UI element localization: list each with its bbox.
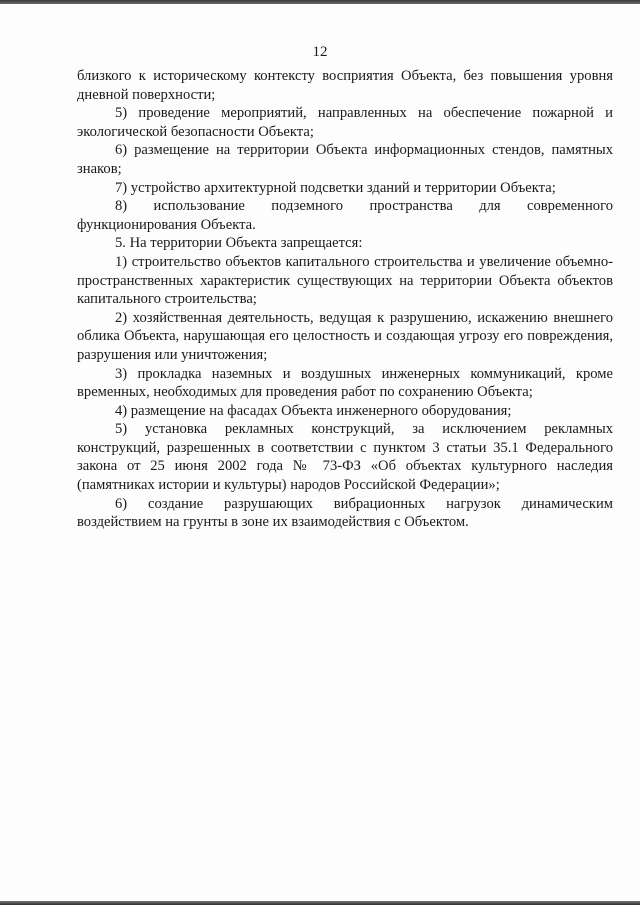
paragraph-prohibition-4: 4) размещение на фасадах Объекта инженерного оборудования; [115,402,512,419]
scan-edge-top [0,0,640,4]
section-5-heading: 5. На территории Объекта запрещается: [115,235,363,252]
paragraph-item-7-lighting: 7) устройство архитектурной подсветки зданий и территории Объекта; [115,179,556,196]
paragraph-item-5-fire-safety: 5) проведение мероприятий, направленных на обеспечение пожарной и экологической безопасности Объекта; [77,105,613,140]
paragraph-prohibition-5: 5) установка рекламных конструкций, за исключением рекламных конструкций, разрешенных в соответствии с пунктом 3 статьи 35.1 Федерального закона от 25 июня 2002 года № 73-ФЗ «Об объектах культурного наследия (памятниках истории и культуры) народов Российской Федерации»; [77,421,613,494]
paragraph-item-8-underground: 8) использование подземного пространства для современного функционирования Объекта. [77,198,613,233]
paragraph-prohibition-6: 6) создание разрушающих вибрационных нагрузок динамическим воздействием на грунты в зоне их взаимодействия с Объектом. [77,495,613,531]
paragraph-prohibition-1: 1) строительство объектов капитального строительства и увеличение объемно-пространственных характеристик существующих на территории Объекта объектов капитального строительства; [77,253,613,308]
paragraph-continuation: близкого к историческому контексту восприятия Объекта, без повышения уровня дневной поверхности; [77,68,613,103]
paragraph-prohibition-2: 2) хозяйственная деятельность, ведущая к разрушению, искажению внешнего облика Объекта, нарушающая его целостность и создающая угрозу его повреждения, разрушения или уничтожения; [77,309,613,363]
paragraph-prohibition-3: 3) прокладка наземных и воздушных инженерных коммуникаций, кроме временных, необходимых для проведения работ по сохранению Объекта; [77,365,613,401]
document-body [77,67,613,532]
paragraph-item-6-info-stands: 6) размещение на территории Объекта информационных стендов, памятных знаков; [77,142,613,177]
page-number: 12 [312,44,328,60]
scan-edge-bottom [0,901,640,905]
